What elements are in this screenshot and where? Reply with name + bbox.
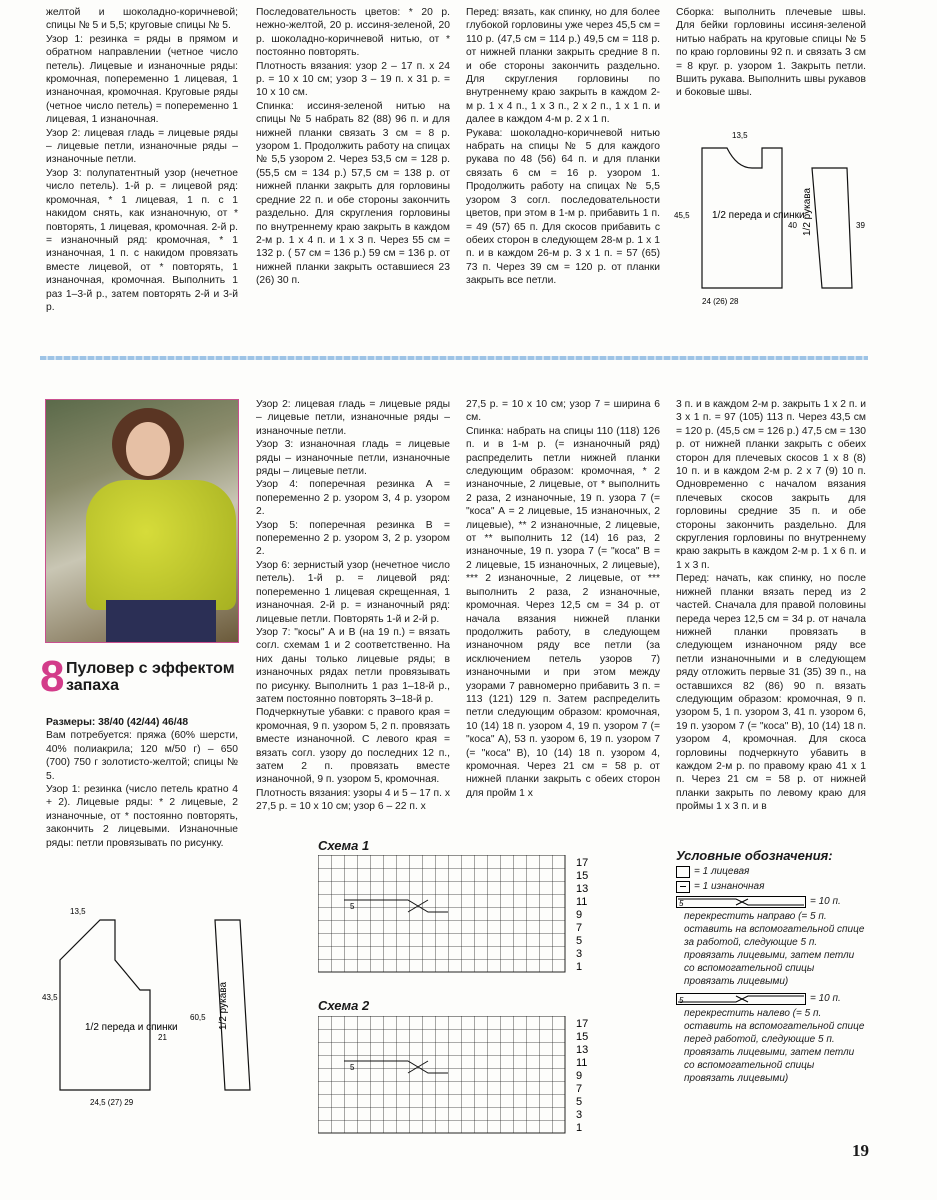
schema1-label: Схема 1 <box>318 838 370 853</box>
bottom-diag-bottom-width: 24,5 (27) 29 <box>90 1098 134 1107</box>
p8-col2-p4: Узор 5: поперечная резинка В = попеременно 2 р. узором 3, 2 р. узором 2. <box>256 519 450 558</box>
model-photo <box>45 399 239 643</box>
top-col3-p1: Перед: вязать, как спинку, но для более глубокой горловины уже через 45,5 см = 110 р. (47,5 см = 114 р.) 49,5 см = 118 р. от нижней планки закрыть средние 8 п. и обе стороны закончить раздельно. Для скругления горловины по внутреннему краю закрыть в каждом 2-м р. 1 x 4 п., 1 x 3 п., 2 x 2 п., 1 x 1 п. и далее в каждом 4-м р. 2 x 1 п. <box>466 7 660 126</box>
legend <box>676 865 866 1085</box>
p8-col2-p3: Узор 4: поперечная резинка А = попеременно 2 р. узором 3, 4 р. узором 2. <box>256 479 450 518</box>
legend-cross-left <box>676 992 866 1005</box>
p8-col1-p2: Вам потребуется: пряжа (60% шерсти, 40% полиакрила; 120 м/50 г) – 650 (700) 750 г золотисто-желтой; спицы № 5. <box>46 730 238 782</box>
top-diag-height: 45,5 <box>674 211 690 220</box>
legend-knit <box>676 865 866 878</box>
top-diag-bottom-width: 24 (26) 28 <box>702 297 739 306</box>
legend-cross-left-text: перекрестить налево (= 5 п. оставить на вспомогательной спице перед работой, следующие 5 п. провязать лицевыми, затем петли со вспомогательной спицы провязать лицевыми) <box>684 1008 865 1084</box>
schema1-row-17: 17 <box>576 857 589 869</box>
p8-col4-p1: 3 п. и в каждом 2-м р. закрыть 1 x 2 п. и 3 x 1 п. = 97 (105) 113 п. Через 43,5 см = 120 р. (45,5 см = 126 р.) 47,5 см = 130 р. от нижней планки закрыть с обеих сторон для плечевых скосов 1 x 8 (8) 10 п. и в каждом 2-м р. 2 x 7 (9) 10 п. Одновременно с началом вязания плечевых скосов закрыть для горловины средние 35 п. и обе стороны закончить раздельно. Для скругления горловины по внутреннему краю закрыть в каждом 2-м р. 1 x 6 п. и 1 x 3 п. <box>676 399 866 571</box>
schema1-row-5: 5 <box>576 935 583 947</box>
top-diag-sleeve-label: 1/2 рукава <box>802 187 813 236</box>
purl-symbol-icon <box>676 881 690 893</box>
bottom-diag-sleeve-label: 1/2 рукава <box>218 981 229 1030</box>
top-col2-p2: Плотность вязания: узор 2 – 17 п. x 24 р. = 10 x 10 см; узор 3 – 19 п. x 31 р. = 10 x 10 см. <box>256 60 450 99</box>
schema2-marker: 5 <box>350 1063 355 1072</box>
schema2-row-7: 7 <box>576 1083 583 1095</box>
p8-col2-p8: Плотность вязания: узоры 4 и 5 – 17 п. x 27,5 р. = 10 x 10 см; узор 6 – 22 п. x <box>256 787 450 813</box>
top-diag-neck-width: 13,5 <box>732 131 748 140</box>
p8-col3-p1: 27,5 р. = 10 x 10 см; узор 7 = ширина 6 см. <box>466 399 660 424</box>
top-column-1 <box>46 6 238 314</box>
bottom-diag-body-label: 1/2 переда и спинки <box>85 1022 178 1033</box>
p8-col3-p2: Спинка: набрать на спицы 110 (118) 126 п. и в 1-м р. (= изнаночный ряд) распределить петли нижней планки следующим образом: кромочная, * 2 изнаночные, 2 лицевые, от * выполнить 2 раза, 2 изнаночные, 19 п. узора 7 (= "коса" А = 2 лицевые, 15 изнаночных, 2 лицевые), ** 2 изнаночные, 2 лицевые, от ** выполнить 12 (14) 16 раз, 2 изнаночные, 19 п. узора 7 (= "коса" В = 2 лицевые, 15 изнаночных, 2 лицевые), *** 2 изнаночные, 2 лицевые, от *** выполнить 2 раза, 2 изнаночные, кромочная. Через 12,5 см = 34 р. от начала вязания нижней планки продолжить работу, в следующем изнаночном ряду все петли (за исключением петель узоров 7) изнаночными и при этом между узорами 7 равномерно прибавить 3 п. = 113 (121) 129 п. Затем распределить петли следующим образом: кромочная, 10 (14) 18 п. узором 4, 19 п. узором 7 (= "коса" А), 53 п. узором 6, 19 п. узором 7 (= "коса" В), 10 (14) 18 п. узором 4, кромочная. Через 21 см = 58 р. от нижней планки закрыть с обеих сторон для пройм 1 x <box>466 425 660 799</box>
page-number: 19 <box>852 1141 869 1160</box>
schema2-row-5: 5 <box>576 1096 583 1108</box>
p8-col2-p1: Узор 2: лицевая гладь = лицевые ряды – лицевые петли, изнаночные ряды – изнаночные петли. <box>256 399 450 437</box>
p8-column-1 <box>46 716 238 850</box>
cross-left-icon <box>676 993 806 1005</box>
top-col1-p3: Узор 2: лицевая гладь = лицевые ряды – лицевые петли, изнаночные ряды – изнаночные петли. <box>46 127 238 166</box>
legend-purl <box>676 880 866 893</box>
section-separator <box>40 356 868 360</box>
schema2-row-17: 17 <box>576 1018 589 1030</box>
top-col3-p2: Рукава: шоколадно-коричневой нитью набрать на спицы № 5 для каждого рукава по 48 (56) 64 п. и для планки связать 6 см = 16 р. узором 1. Продолжить работу на спицах № 5,5 узором 3 согл. последовательности цветов, при этом в 1-м р. прибавить 1 п. = 49 (57) 65 п. Для скосов прибавить с обеих сторон в следующем 28-м р. 1 x 1 п. и в каждом 26-м р. 3 x 1 п. = 57 (65) 73 п. Через 39 см = 120 р. от планки закрыть все петли. <box>466 127 660 287</box>
legend-title: Условные обозначения: <box>676 848 833 863</box>
schema2-row-13: 13 <box>576 1044 589 1056</box>
bottom-diag-top-width: 13,5 <box>70 907 86 916</box>
schema1-marker: 5 <box>350 902 355 911</box>
top-col2-p3: Спинка: иссиня-зеленой нитью на спицы № 5 набрать 82 (88) 96 п. и для нижней планки связать 3 см = 8 р. узором 1. Продолжить работу на спицах № 5,5 узором 2. Через 53,5 см = 128 р. (55,5 см = 134 р.) 57,5 см = 138 р. от нижней планки закрыть для горловины средние 22 п. и обе стороны закончить раздельно. Для скругления горловины по внутреннему краю закрыть в каждом 2-м р. 1 x 4 п. и 1 x 3 п. Через 55 см = 132 р. ( 57 см = 136 р.) 59 см = 136 р. от нижней планки закрыть оставшиеся 23 (26) 30 п. <box>256 100 450 287</box>
svg-text:5: 5 <box>679 995 684 1005</box>
top-schematic-diagram <box>672 128 872 328</box>
schema2-grid <box>318 1016 618 1146</box>
top-col1-p1: желтой и шоколадно-коричневой; спицы № 5 и 5,5; круговые спицы № 5. <box>46 7 238 32</box>
top-column-3 <box>466 6 660 288</box>
schema2-row-15: 15 <box>576 1031 589 1043</box>
schema2-row-9: 9 <box>576 1070 583 1082</box>
schema2-label: Схема 2 <box>318 998 370 1013</box>
top-diag-sleeve-h: 39 <box>856 221 865 230</box>
top-column-2 <box>256 6 450 288</box>
schema1-row-9: 9 <box>576 909 583 921</box>
bottom-diag-sleeve-h: 60,5 <box>190 1013 206 1022</box>
schema1-row-7: 7 <box>576 922 583 934</box>
p8-column-4 <box>676 398 866 814</box>
schema1-row-13: 13 <box>576 883 589 895</box>
p8-col2-p5: Узор 6: зернистый узор (нечетное число петель). 1-й р. = лицевой ряд: попеременно 1 лицевая скрещенная, 1 изнаночная. 2-й р. = изнаночный ряд: лицевые петли. Повторять 1-й и 2-й р. <box>256 559 450 625</box>
top-col1-p2: Узор 1: резинка = ряды в прямом и обратном направлении (четное число петель). Лицевые и изнаночные ряды: кромочная, попеременно 1 лицевая, 1 изнаночная, кромочная. Круговые ряды (четное число петель) = попеременно 1 лицевая, 1 изнаночная. <box>46 33 238 126</box>
legend-purl-text: = 1 изнаночная <box>694 881 765 892</box>
p8-col2-p2: Узор 3: изнаночная гладь = лицевые ряды – изнаночные петли, изнаночные ряды – лицевые петли. <box>256 439 450 478</box>
knit-symbol-icon <box>676 866 690 878</box>
p8-col1-p1: Размеры: 38/40 (42/44) 46/48 <box>46 717 189 728</box>
p8-col1-p3: Узор 1: резинка (число петель кратно 4 + 2). Лицевые ряды: * 2 лицевые, 2 изнаночные, от * постоянно повторять, закончить 2 лицевыми. Изнаночные ряды: петли провязывать по рисунку. <box>46 784 238 849</box>
schema1-grid <box>318 855 618 985</box>
schema1-row-11: 11 <box>576 896 588 908</box>
p8-col2-p6: Узор 7: "косы" А и В (на 19 п.) = вязать согл. схемам 1 и 2 соответственно. На них даны только лицевые ряды; в изнаночных рядах петли провязывать по рисунку. Выполнить 1 раз 1–18-й р., затем постоянно повторять 3–18-й р. <box>256 626 450 705</box>
p8-col4-p2: Перед: начать, как спинку, но после нижней планки вязать перед из 2 частей. Сначала для правой половины переда через 12,5 см = 34 р. от начала нижней планки провязать в следующем изнаночном ряду все петли изнаночными и в следующем ряду отложить первые 31 (35) 39 п., на оставшихся 82 (86) 90 п. вязать следующим образом: кромочная, 9 п. узором 5, 1 п. узором 3, 41 п. узором 6, 19 п. узором 7 (= "коса" В), 10 (14) 18 п. узором 4, кромочная. Для скоса горловины подчеркнуто убавить в каждом 2-м р. по правому краю 41 x 1 п. Через 21 см = 58 р. от нижней планки закрыть по левому краю для проймы 1 x 3 п. и в <box>676 573 866 813</box>
p8-column-2 <box>256 398 450 814</box>
pattern-number: 8 <box>40 652 65 701</box>
pattern-title: Пуловер с эффектом запаха <box>66 660 235 694</box>
legend-cross-right-text: перекрестить направо (= 5 п. оставить на вспомогательной спице за работой, следующие 5 п. провязать лицевыми, затем петли со вспомогательной спицы провязать лицевыми) <box>684 911 865 987</box>
schema1-row-15: 15 <box>576 870 589 882</box>
top-col4-p1: Сборка: выполнить плечевые швы. Для бейки горловины иссиня-зеленой нитью набрать на круговые спицы № 5 по краю горловины 92 п. и связать 3 см = 8 круг. р. узором 1. Закрыть петли. Вшить рукава. Выполнить швы рукавов и боковые швы. <box>676 7 866 99</box>
p8-column-3 <box>466 398 660 800</box>
cross-right-icon <box>676 896 806 908</box>
schema2-row-11: 11 <box>576 1057 588 1069</box>
top-col2-p1: Последовательность цветов: * 20 р. нежно-желтой, 20 р. иссиня-зеленой, 20 р. шоколадно-коричневой нитью, от * постоянно повторять. <box>256 7 450 59</box>
top-col1-p4: Узор 3: полупатентный узор (нечетное число петель). 1-й р. = лицевой ряд: кромочная, * 1 лицевая, 1 п. с 1 накидом снять, как изнаночную, от * повторять, 1 лицевая, кромочная. 2-й р. = изнаночный ряд: кромочная, * 1 изнаночная, 1 п. с накидом провязать вместе лицевой, от * повторять, 1 изнаночная, кромочная. Выполнить 1 раз 1–3-й р., затем повторять 2-й и 3-й р. <box>46 167 238 313</box>
bottom-diag-side: 21 <box>158 1033 167 1042</box>
bottom-diag-height: 43,5 <box>42 993 58 1002</box>
top-diag-body-label: 1/2 переда и спинки <box>712 210 805 221</box>
p8-col2-p7: Подчеркнутые убавки: с правого края = кромочная, 9 п. узором 5, 2 п. провязать вместе изнаночной. С левого края = вязать согл. узору до последних 12 п., затем 2 п. провязать вместе изнаночной, 9 п. узором 5, кромочная. <box>256 707 450 786</box>
legend-cross-left-count: = 10 п. <box>810 993 841 1004</box>
schema1-row-1: 1 <box>576 961 583 973</box>
legend-cross-right <box>676 895 866 908</box>
bottom-schematic-diagram <box>40 900 255 1130</box>
top-column-4 <box>676 6 866 100</box>
schema1-row-3: 3 <box>576 948 583 960</box>
svg-text:5: 5 <box>679 898 684 908</box>
schema2-row-1: 1 <box>576 1122 583 1134</box>
legend-cross-right-count: = 10 п. <box>810 896 841 907</box>
schema2-row-3: 3 <box>576 1109 583 1121</box>
legend-knit-text: = 1 лицевая <box>694 866 750 877</box>
top-diag-side: 40 <box>788 221 797 230</box>
